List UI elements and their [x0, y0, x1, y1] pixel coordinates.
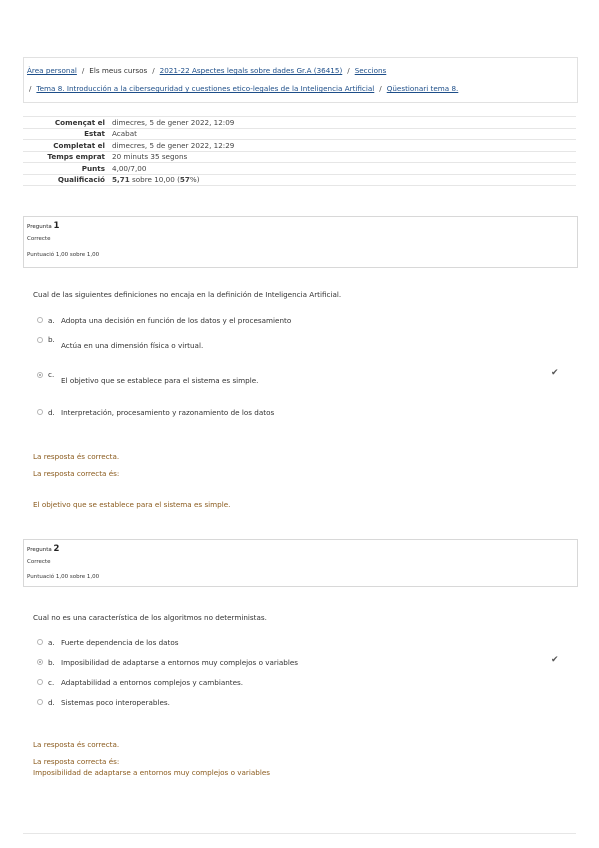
- radio-button[interactable]: [37, 699, 43, 705]
- question-state: Correcte: [27, 559, 51, 565]
- breadcrumb-link-home[interactable]: Àrea personal: [27, 66, 77, 75]
- feedback-right-answer-label: La resposta correcta és:: [33, 757, 120, 766]
- breadcrumb-link-sections[interactable]: Seccions: [354, 66, 387, 75]
- summary-label: Qualificació: [57, 175, 105, 185]
- summary-label: Començat el: [54, 117, 105, 127]
- answer-text: El objetivo que se establece para el sistema es simple.: [61, 376, 259, 385]
- grade-percent: 57: [179, 175, 190, 185]
- summary-label: Completat el: [53, 140, 105, 150]
- summary-row-grade: [23, 174, 576, 186]
- summary-label: Estat: [84, 129, 105, 139]
- summary-value: [110, 174, 576, 186]
- question-number: [27, 221, 59, 231]
- radio-button-checked[interactable]: [37, 372, 43, 378]
- answer-letter: d.: [48, 698, 55, 707]
- radio-button[interactable]: [37, 409, 43, 415]
- question-1-text: Cual de las siguientes definiciones no encaja en la definición de Inteligencia Artificial.: [33, 290, 342, 299]
- feedback-right-answer: Imposibilidad de adaptarse a entornos muy complejos o variables: [33, 768, 270, 777]
- breadcrumb-link-course[interactable]: 2021-22 Aspectes legals sobre dades Gr.A (36415): [159, 66, 343, 75]
- answer-option[interactable]: [37, 337, 203, 350]
- summary-value: dimecres, 5 de gener 2022, 12:29: [112, 140, 235, 150]
- radio-button[interactable]: [37, 317, 43, 323]
- answer-letter: a.: [48, 316, 55, 325]
- answer-text: Imposibilidad de adaptarse a entornos muy complejos o variables: [61, 658, 298, 667]
- answer-option[interactable]: [37, 678, 243, 687]
- question-1-info: [23, 216, 578, 268]
- grade-end: %): [189, 175, 200, 185]
- answer-text: Sistemas poco interoperables.: [61, 698, 170, 707]
- radio-button[interactable]: [37, 679, 43, 685]
- grade-score: 5,71: [112, 175, 130, 185]
- breadcrumb: [23, 57, 578, 103]
- answer-letter: b.: [48, 658, 55, 667]
- answer-option[interactable]: [37, 698, 170, 707]
- radio-button-checked[interactable]: [37, 659, 43, 665]
- question-label: Pregunta: [27, 224, 52, 230]
- breadcrumb-link-topic[interactable]: Tema 8. Introducción a la ciberseguridad y cuestiones etico-legales de la Inteligencia Artificial: [36, 84, 375, 93]
- answer-option-selected[interactable]: [37, 658, 298, 667]
- question-number-value: 1: [53, 221, 60, 231]
- divider: [23, 833, 576, 834]
- answer-text: Adaptabilidad a entornos complejos y cambiantes.: [61, 678, 244, 687]
- checkmark-icon: ✔: [551, 368, 559, 378]
- summary-value: 4,00/7,00: [112, 163, 147, 173]
- answer-option[interactable]: [37, 316, 291, 325]
- question-2-info: [23, 539, 578, 587]
- answer-option-selected[interactable]: [37, 372, 258, 385]
- summary-value: Acabat: [112, 129, 137, 139]
- question-number: [27, 544, 59, 554]
- attempt-summary-table: [23, 116, 576, 186]
- summary-row-started: [23, 117, 576, 129]
- radio-button[interactable]: [37, 337, 43, 343]
- answer-letter: c.: [48, 678, 55, 687]
- question-grade: Puntuació 1,00 sobre 1,00: [27, 252, 100, 258]
- question-2-text: Cual no es una característica de los algoritmos no deterministas.: [33, 613, 267, 622]
- feedback-correct: La resposta és correcta.: [33, 740, 120, 749]
- answer-text: Interpretación, procesamiento y razonamiento de los datos: [61, 408, 275, 417]
- breadcrumb-link-quiz[interactable]: Qüestionari tema 8.: [386, 84, 459, 93]
- feedback-right-answer: El objetivo que se establece para el sistema es simple.: [33, 500, 231, 509]
- radio-button[interactable]: [37, 639, 43, 645]
- breadcrumb-line-1: Àrea personal / Els meus cursos / 2021-22 Aspectes legals sobre dades Gr.A (36415) / Seccions: [27, 66, 387, 75]
- answer-text: Actúa en una dimensión física o virtual.: [61, 341, 204, 350]
- checkmark-icon: ✔: [551, 655, 559, 665]
- answer-option[interactable]: [37, 408, 274, 417]
- summary-value: 20 minuts 35 segons: [112, 152, 188, 162]
- question-grade: Puntuació 1,00 sobre 1,00: [27, 574, 100, 580]
- summary-value: dimecres, 5 de gener 2022, 12:09: [112, 117, 235, 127]
- question-label: Pregunta: [27, 547, 52, 553]
- feedback-correct: La resposta és correcta.: [33, 452, 120, 461]
- summary-row-state: [23, 128, 576, 140]
- question-number-value: 2: [53, 544, 60, 554]
- breadcrumb-my-courses: Els meus cursos: [89, 66, 148, 75]
- grade-mid: sobre 10,00 (: [132, 175, 180, 185]
- answer-letter: c.: [48, 370, 55, 379]
- summary-row-time: [23, 151, 576, 163]
- answer-letter: a.: [48, 638, 55, 647]
- breadcrumb-line-2: / Tema 8. Introducción a la ciberseguridad y cuestiones etico-legales de la Inteligencia Artificial / Qüestionari tema 8.: [29, 84, 459, 93]
- answer-option[interactable]: [37, 638, 179, 647]
- answer-text: Adopta una decisión en función de los datos y el procesamiento: [61, 316, 292, 325]
- summary-row-completed: [23, 140, 576, 152]
- answer-letter: b.: [48, 335, 55, 344]
- question-state: Correcte: [27, 236, 51, 242]
- summary-row-marks: [23, 163, 576, 175]
- feedback-right-answer-label: La resposta correcta és:: [33, 469, 120, 478]
- answer-text: Fuerte dependencia de los datos: [61, 638, 179, 647]
- summary-label: Punts: [81, 163, 105, 173]
- answer-letter: d.: [48, 408, 55, 417]
- summary-label: Temps emprat: [47, 152, 105, 162]
